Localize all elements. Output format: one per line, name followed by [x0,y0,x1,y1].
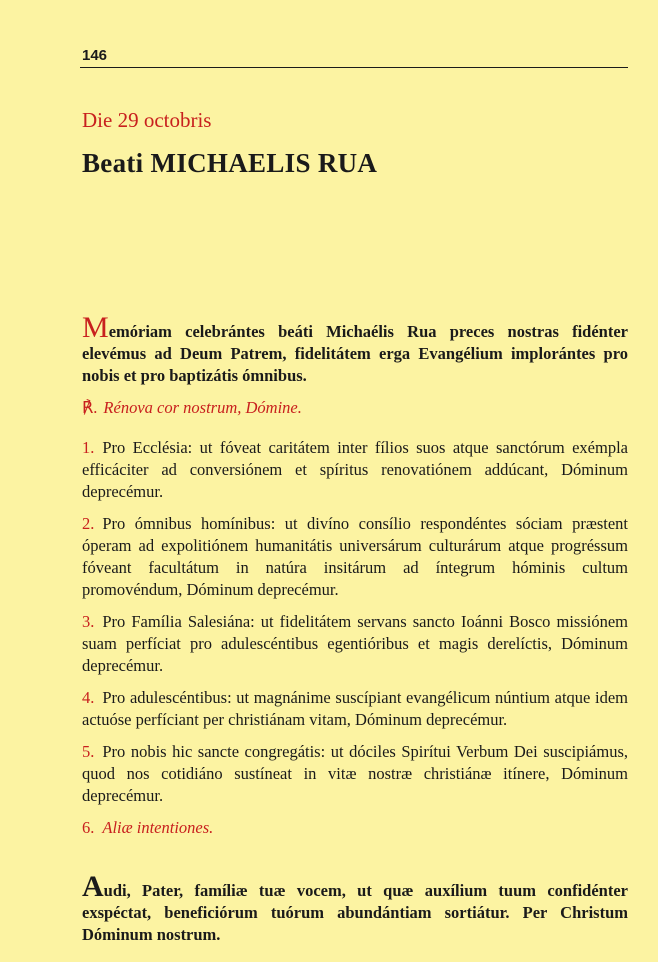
response-line [82,397,628,419]
petition-text: Pro nobis hic sancte congregátis: ut dóciles Spirítui Verbum Dei suscipiámus, quod nos cotidiáno sustíneat in vitæ nostræ christiánæ itínere, Dóminum deprecémur. [82,742,628,805]
response-text: Rénova cor nostrum, Dómine. [103,398,302,417]
petition-number: 2. [82,514,95,533]
petition-1 [82,437,628,503]
petition-text: Pro Família Salesiána: ut fidelitátem servans sancto Ioánni Bosco missiónem suam perfíciat pro adulescéntibus egentióribus et magis derelíctis, Dóminum deprecémur. [82,612,628,675]
petition-number: 3. [82,612,95,631]
feast-date: Die 29 octobris [82,108,212,132]
petition-number: 1. [82,438,95,457]
closing-prayer [82,870,628,946]
response-symbol: ℟. [82,398,98,417]
petition-5 [82,741,628,807]
petition-2 [82,513,628,601]
final-intention-number: 6. [82,818,95,837]
header-rule [80,67,628,68]
petition-number: 4. [82,688,95,707]
petition-number: 5. [82,742,95,761]
petition-text: Pro adulescéntibus: ut magnánime suscípiant evangélicum núntium atque idem actuóse perfíciant per christiánam vitam, Dóminum deprecémur. [82,688,628,729]
intro-initial: M [82,311,109,344]
petition-4 [82,687,628,731]
petition-text: Pro Ecclésia: ut fóveat caritátem inter fílios suos atque sanctórum exémpla efficáciter ad conversiónem et spíritus renovatiónem addúcant, Dóminum deprecémur. [82,438,628,501]
final-intention [82,817,628,839]
intro-paragraph [82,311,628,387]
closing-initial: A [82,870,104,903]
petition-3 [82,611,628,677]
final-intention-text: Aliæ intentiones. [102,818,214,837]
intro-text: emóriam celebrántes beáti Michaélis Rua preces nostras fidénter elevémus ad Deum Patrem, fidelitátem erga Evangélium implorántes pro nobis et pro baptizátis ómnibus. [82,322,628,385]
closing-text: udi, Pater, famíliæ tuæ vocem, ut quæ auxílium tuum confidénter exspéctat, beneficiórum tuórum abundántiam sortiátur. Per Christum Dóminum nostrum. [82,881,628,944]
petition-text: Pro ómnibus homínibus: ut divíno consílio respondéntes sóciam præstent óperam ad expolitiónem humanitátis universárum culturárum atque progréssum fóveant facultátum in natúra insitárum ad íntegrum hóminis cultum promovéndum, Dóminum deprecémur. [82,514,628,599]
page-number: 146 [82,47,108,64]
prayer-body [82,311,628,946]
feast-title: Beati MICHAELIS RUA [82,148,378,178]
